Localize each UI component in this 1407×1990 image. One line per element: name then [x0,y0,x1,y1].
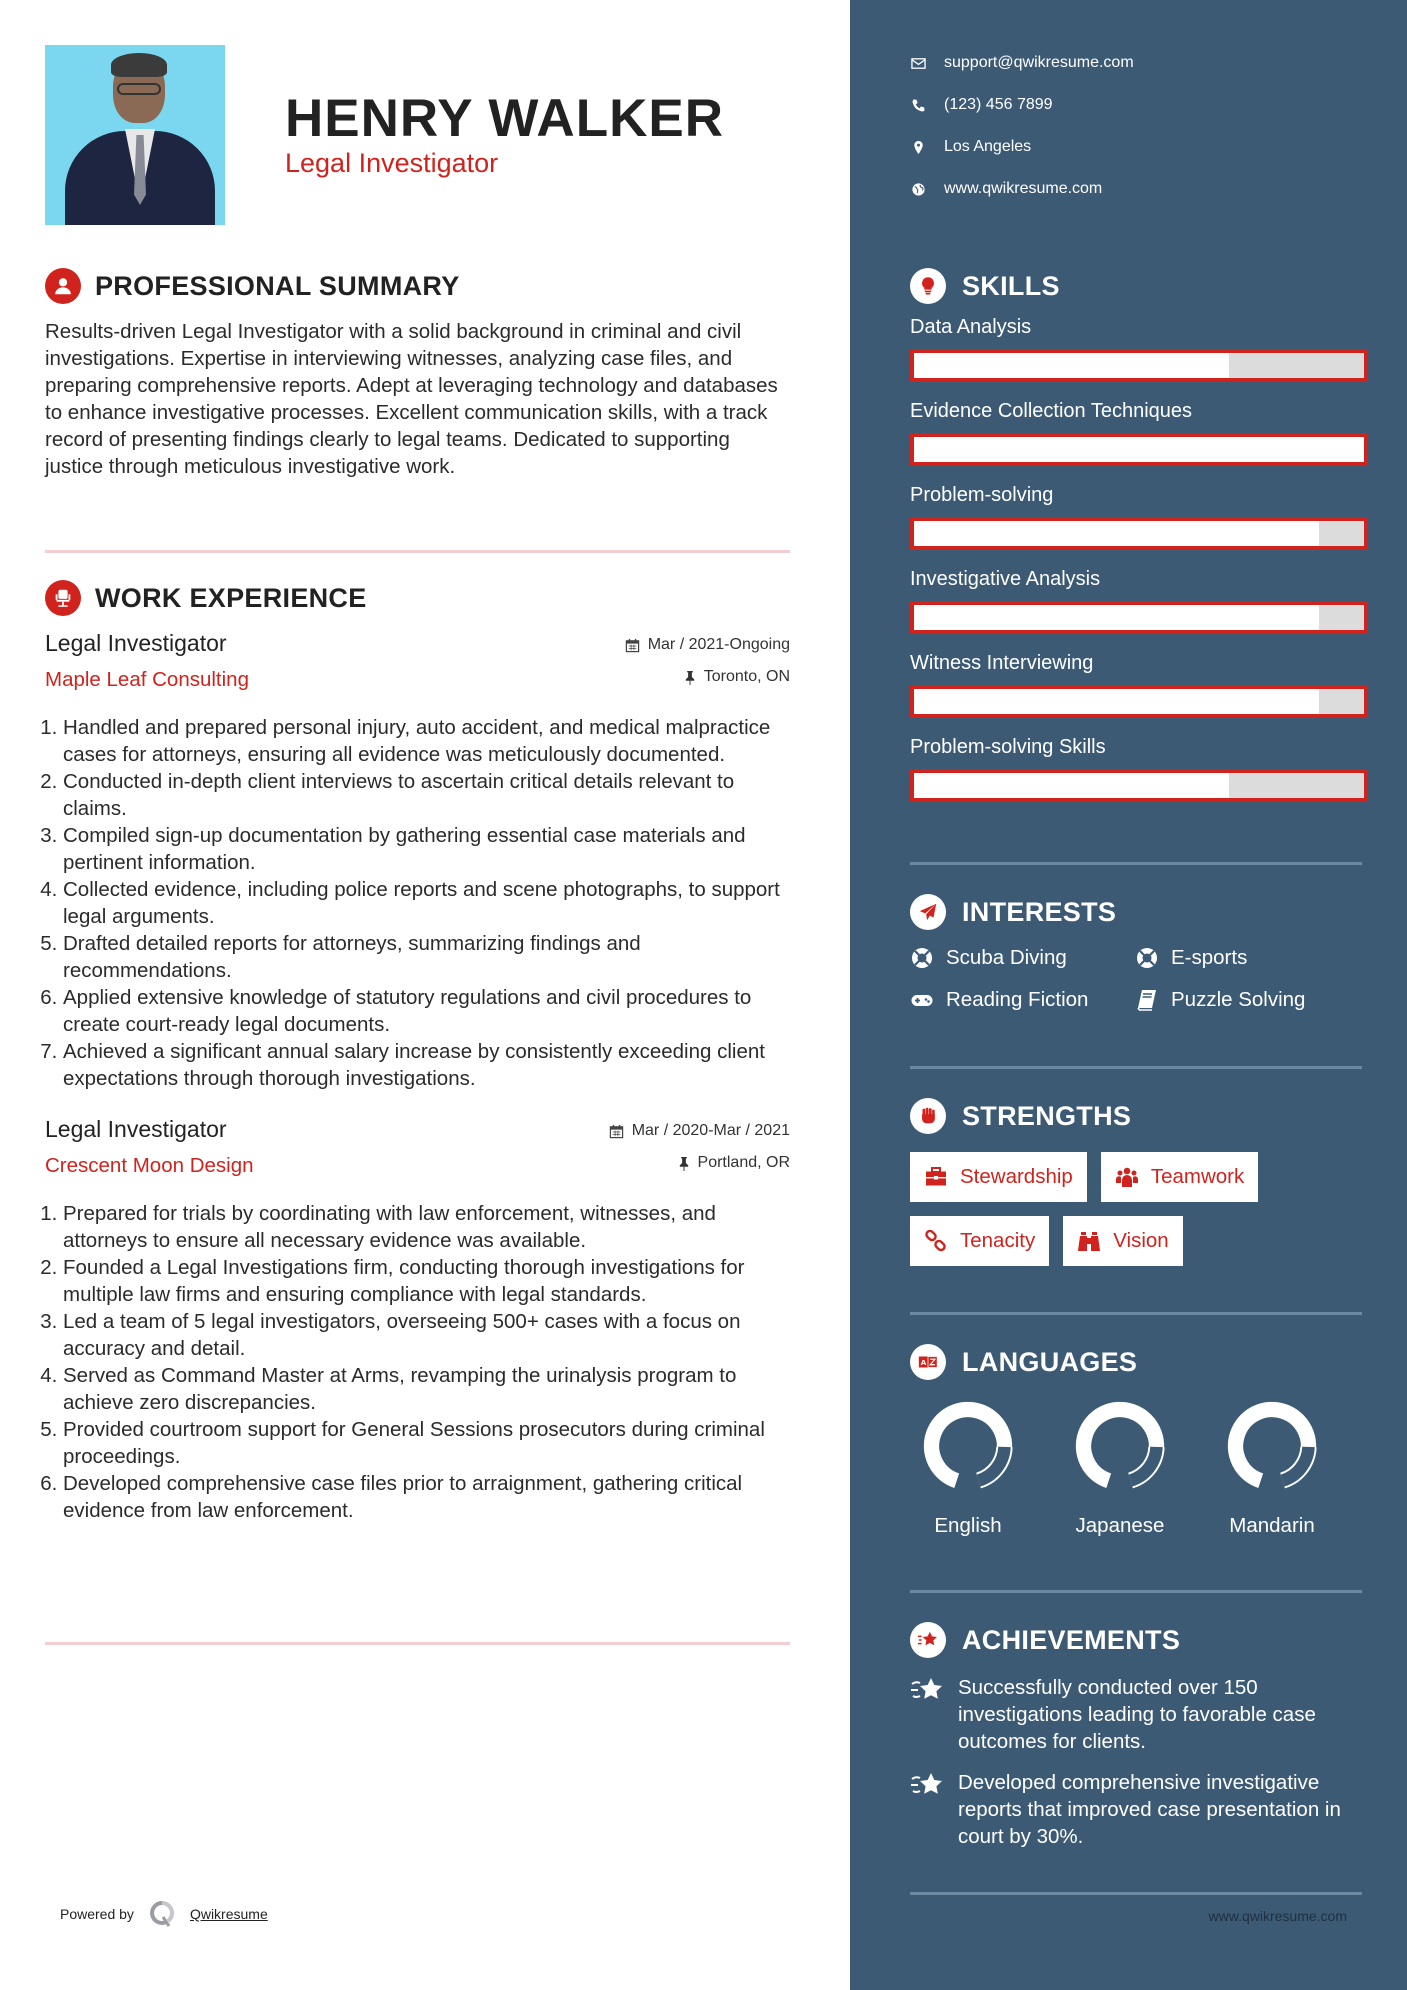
section-divider [45,1642,790,1645]
skill-item: Data Analysis [910,316,1365,382]
section-divider [910,1892,1362,1895]
pin-icon [678,1156,690,1171]
interests-list [910,946,1365,1012]
map-marker-icon [910,139,926,155]
summary-text: Results-driven Legal Investigator with a solid background in criminal and civil investigations. Expertise in interviewing witnesses, analyzing case files, and preparing comprehensive reports. Adept at leveraging technology and databases to enhance investigative processes. Excellent communication skills, with a track record of presenting findings clearly to legal teams. Dedicated to supporting justice through meticulous investigative work. [45,320,778,478]
shooting-star-icon [910,1676,944,1706]
job-company: Maple Leaf Consulting [45,668,249,691]
paper-plane-icon [910,894,946,930]
lifebuoy-icon [910,946,934,970]
job-entry [45,1116,790,1524]
svg-text:A: A [920,1358,927,1368]
achievement-item: Successfully conducted over 150 investigations leading to favorable case outcomes for clients. [910,1674,1365,1755]
skill-bar [910,517,1368,550]
office-chair-icon [45,580,81,616]
job-company: Crescent Moon Design [45,1154,254,1177]
lightbulb-icon [910,268,946,304]
strength-badge: Stewardship [910,1152,1087,1202]
section-divider [910,1590,1362,1593]
work-heading: WORK EXPERIENCE [45,580,790,616]
achievements-heading: ACHIEVEMENTS [910,1622,1365,1658]
user-icon [45,268,81,304]
skill-item: Witness Interviewing [910,652,1365,718]
achievement-item: Developed comprehensive investigative reports that improved case presentation in court by 30%. [910,1769,1365,1850]
interest-item: Scuba Diving [910,946,1135,970]
job-bullets: 1. Handled and prepared personal injury, auto accident, and medical malpractice cases for attorneys, ensuring all evidence was meticulously documented. 2. Conducted in-depth client interviews to ascertain critical details relevant to claims. 3. Compiled sign-up documentation by gathering essential case materials and pertinent information. 4. Collected evidence, including police reports and scene photographs, to support legal arguments. 5. Drafted detailed reports for attorneys, summarizing findings and recommendations. 6. Applied extensive knowledge of statutory regulations and civil procedures to create court-ready legal documents. 7. Achieved a significant annual salary increase by consistently exceeding client expectations through thorough investigations. [45,714,790,1092]
section-divider [45,550,790,553]
job-bullets: 1. Prepared for trials by coordinating with law enforcement, witnesses, and attorneys to ensure all necessary evidence was available. 2. Founded a Legal Investigations firm, conducting thorough investigations for multiple law firms and ensuring compliance with legal standards. 3. Led a team of 5 legal investigators, overseeing 500+ cases with a focus on accuracy and detail. 4. Served as Command Master at Arms, revamping the urinalysis program to achieve zero discrepancies. 5. Provided courtroom support for General Sessions prosecutors during criminal proceedings. 6. Developed comprehensive case files prior to arraignment, gathering critical evidence from law enforcement. [45,1200,790,1524]
shooting-star-icon [910,1622,946,1658]
qwikresume-link[interactable]: Qwikresume [189,1906,268,1922]
calendar-icon [625,638,640,653]
calendar-icon [609,1124,624,1139]
job-title: Legal Investigator [45,630,227,656]
profile-photo [45,45,225,225]
skill-item: Problem-solving Skills [910,736,1365,802]
language-donut-chart [920,1398,1016,1494]
languages-section [910,1344,1365,1538]
contact-location: Los Angeles [910,126,1134,168]
interest-item: E-sports [1135,946,1360,970]
phone-icon [910,97,926,113]
contact-phone: (123) 456 7899 [910,84,1134,126]
job-date: Mar / 2021-Ongoing [625,636,790,654]
interests-heading: INTERESTS [910,894,1365,930]
fist-icon [910,1098,946,1134]
job-date: Mar / 2020-Mar / 2021 [609,1122,790,1140]
section-divider [910,1066,1362,1069]
skill-bar [910,769,1368,802]
strength-badge: Tenacity [910,1216,1049,1266]
language-donut-chart [1072,1398,1168,1494]
skills-section [910,268,1365,802]
job-title: Legal Investigator [45,1116,227,1142]
contact-list [910,42,1134,210]
skill-item: Investigative Analysis [910,568,1365,634]
strength-badge: Teamwork [1101,1152,1258,1202]
languages-list [910,1398,1365,1538]
book-icon [1135,988,1159,1012]
users-icon [1115,1165,1139,1189]
skill-item: Evidence Collection Techniques [910,400,1365,466]
strength-badge: Vision [1063,1216,1182,1266]
skill-item: Problem-solving [910,484,1365,550]
job-location: Portland, OR [678,1154,790,1172]
summary-heading: PROFESSIONAL SUMMARY [45,268,790,304]
language-item: English [916,1398,1020,1538]
languages-heading: A LANGUAGES [910,1344,1365,1380]
section-divider [910,862,1362,865]
achievements-section [910,1622,1365,1850]
work-experience-section [45,580,790,1524]
strengths-heading: STRENGTHS [910,1098,1365,1134]
job-entry [45,630,790,1092]
skill-bar [910,601,1368,634]
qwikresume-logo-icon [148,1900,176,1928]
interests-section [910,894,1365,1012]
strengths-list [910,1152,1340,1266]
footer-url[interactable]: www.qwikresume.com [1208,1908,1347,1924]
pin-icon [684,670,696,685]
interest-item: Puzzle Solving [1135,988,1360,1012]
skill-bar [910,433,1368,466]
lifebuoy-icon [1135,946,1159,970]
briefcase-icon [924,1165,948,1189]
section-divider [910,1312,1362,1315]
shooting-star-icon [910,1771,944,1801]
candidate-name: HENRY WALKER [285,89,724,148]
skills-heading: SKILLS [910,268,1365,304]
candidate-role: Legal Investigator [285,148,499,178]
link-icon [924,1229,948,1253]
gamepad-icon [910,988,934,1012]
strengths-section [910,1098,1365,1266]
language-donut-chart [1224,1398,1320,1494]
contact-website: www.qwikresume.com [910,168,1134,210]
envelope-icon [910,55,926,71]
sidebar [850,0,1407,1990]
job-location: Toronto, ON [684,668,790,686]
binoculars-icon [1077,1229,1101,1253]
contact-email: support@qwikresume.com [910,42,1134,84]
powered-by: Powered by Qwikresume [60,1900,268,1928]
skill-bar [910,349,1368,382]
language-item: Japanese [1068,1398,1172,1538]
professional-summary-section [45,268,790,480]
globe-icon [910,181,926,197]
interest-item: Reading Fiction [910,988,1135,1012]
language-item: Mandarin [1220,1398,1324,1538]
translate-icon [910,1344,946,1380]
skill-bar [910,685,1368,718]
